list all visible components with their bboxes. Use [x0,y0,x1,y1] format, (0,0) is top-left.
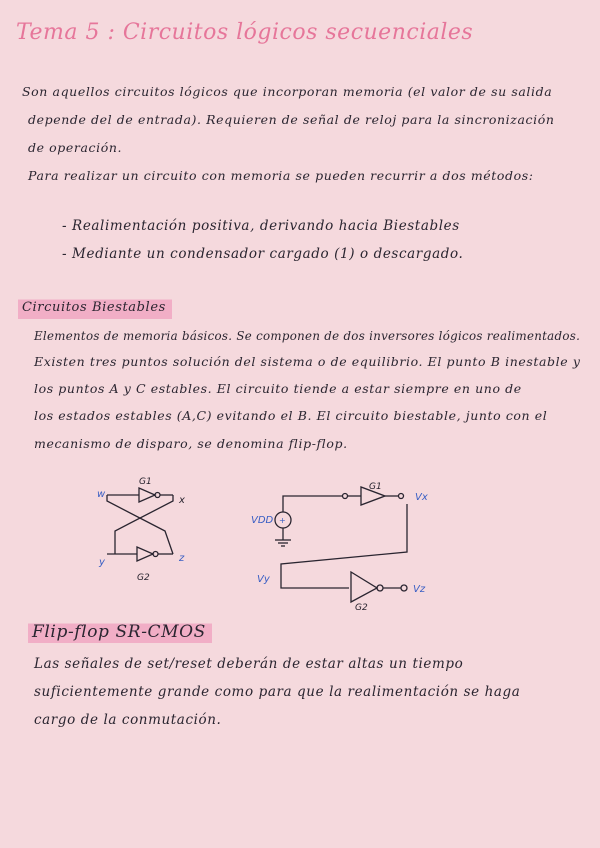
label-x: x [179,495,185,506]
label-y: y [99,557,105,568]
intro-line-1: Son aquellos circuitos lógicos que incorporan memoria (el valor de su salida [22,84,553,99]
label-z: z [179,553,185,564]
section2-line: Las señales de set/reset deberán de estar altas un tiempo [34,656,464,672]
section1-line: Elementos de memoria básicos. Se componen de dos inversores lógicos realimentados. [34,329,581,343]
biestable-circuit-diagram [245,478,445,613]
section-heading-flip-flop: Flip-flop SR-CMOS [28,618,212,646]
label-g1: G1 [369,482,382,492]
label-vy: Vy [257,574,270,585]
section2-line: suficientemente grande como para que la realimentación se haga [34,684,521,700]
page-title: Tema 5 : Circuitos lógicos secuenciales [16,20,474,45]
cross-coupled-inverters-diagram [95,475,205,590]
source-plus-icon: + [279,516,286,525]
label-vx: Vx [415,492,428,503]
intro-line-4: Para realizar un circuito con memoria se pueden recurrir a dos métodos: [28,168,534,183]
method-item: - Mediante un condensador cargado (1) o descargado. [62,246,464,262]
label-w: w [97,489,106,500]
section1-line: los estados estables (A,C) evitando el B. El circuito biestable, junto con el [34,408,548,423]
section1-line: Existen tres puntos solución del sistema o de equilibrio. El punto B inestable y [34,354,581,369]
label-g2: G2 [137,573,150,583]
intro-line-2: depende del de entrada). Requieren de señal de reloj para la sincronización [28,112,555,127]
section-heading-biestables: Circuitos Biestables [18,294,172,322]
section1-line: los puntos A y C estables. El circuito tiende a estar siempre en uno de [34,381,522,396]
label-g1: G1 [139,477,152,487]
label-g2: G2 [355,603,368,613]
section1-line: mecanismo de disparo, se denomina flip-flop. [34,436,348,451]
intro-line-3: de operación. [28,140,123,155]
label-vz: Vz [413,584,426,595]
label-vdd: VDD [251,515,274,526]
section2-line: cargo de la conmutación. [34,712,222,728]
method-item: - Realimentación positiva, derivando hacia Biestables [62,218,460,234]
